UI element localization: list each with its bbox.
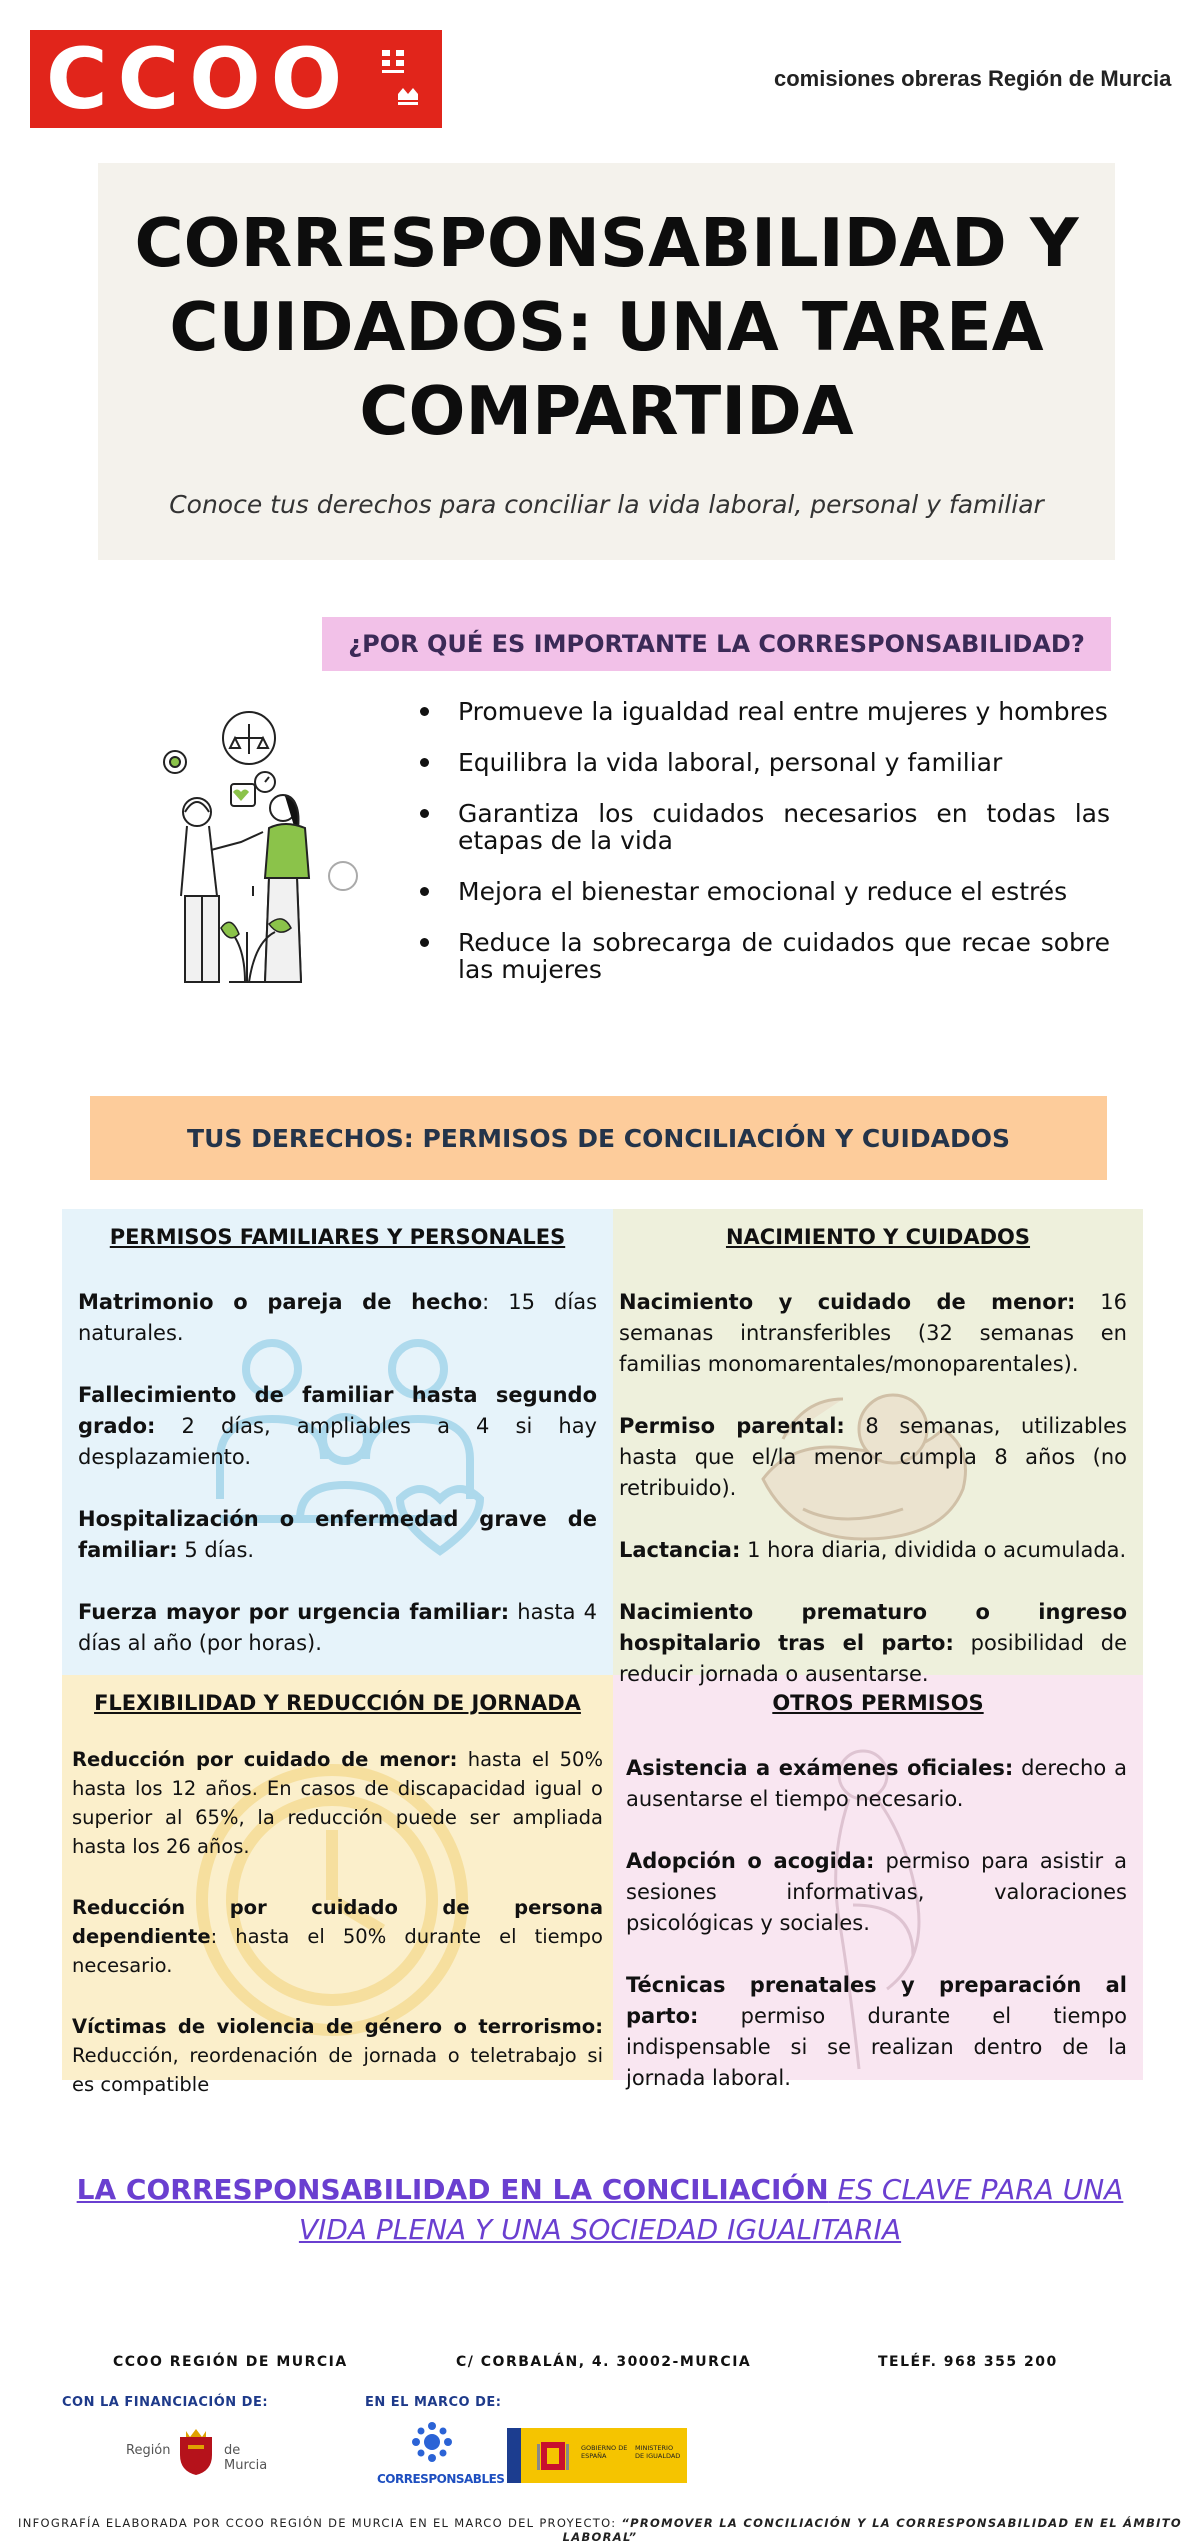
permit-label: Fallecimiento de familiar hasta segundo grado:: [78, 1383, 597, 1438]
permit-label: Nacimiento y cuidado de menor:: [619, 1290, 1076, 1314]
permit-item: [626, 1753, 1127, 1815]
permit-item: [619, 1535, 1127, 1566]
murcia-crown-emblem-icon: [378, 44, 428, 118]
quad-title: NACIMIENTO Y CUIDADOS: [725, 1225, 1031, 1249]
list-item: Mejora el bienestar emocional y reduce el estrés: [420, 878, 1110, 905]
title-block: [98, 163, 1115, 560]
framework-label: EN EL MARCO DE:: [365, 2395, 502, 2410]
permit-label: Reducción por cuidado de persona dependiente: [72, 1896, 603, 1948]
list-item: Garantiza los cuidados necesarios en todas las etapas de la vida: [420, 800, 1110, 854]
footer-phone: TELÉF. 968 355 200: [878, 2354, 1058, 2370]
permit-text: : hasta el 50% durante el tiempo necesario.: [72, 1925, 603, 1977]
permit-label: Asistencia a exámenes oficiales:: [626, 1756, 1014, 1780]
permit-item: [78, 1504, 597, 1566]
gov-logo-text: GOBIERNO DE ESPAÑA: [581, 2444, 628, 2460]
page-title: CORRESPONSABILIDAD Y CUIDADOS: UNA TAREA COMPARTIDA: [134, 204, 1079, 450]
quad-title: OTROS PERMISOS: [772, 1691, 984, 1715]
permit-item: [626, 1970, 1127, 2094]
region-murcia-logo: [126, 2425, 271, 2480]
why-heading: ¿POR QUÉ ES IMPORTANTE LA CORRESPONSABILIDAD?: [348, 630, 1085, 658]
spain-coat-of-arms-icon: [533, 2436, 573, 2476]
why-banner: [322, 617, 1111, 671]
corresponsables-logo: [377, 2420, 505, 2490]
credit-prefix: INFOGRAFÍA ELABORADA POR CCOO REGIÓN DE MURCIA EN EL MARCO DEL PROYECTO:: [18, 2516, 622, 2530]
permit-text: hasta 4 días al año (por horas).: [78, 1600, 597, 1655]
permit-label: Víctimas de violencia de género o terrorismo:: [72, 2015, 603, 2038]
permit-label: Nacimiento prematuro o ingreso hospitalario tras el parto:: [619, 1600, 1127, 1655]
permit-label: Adopción o acogida:: [626, 1849, 875, 1873]
permit-text: derecho a ausentarse el tiempo necesario.: [626, 1756, 1127, 1811]
permit-label: Hospitalización o enfermedad grave de familiar:: [78, 1507, 597, 1562]
permit-item: [72, 2012, 603, 2099]
corresponsables-logo-text: CORRESPONSABLES: [377, 2472, 505, 2486]
logo-text: CCOO: [46, 30, 353, 128]
permit-text: hasta el 50% hasta los 12 años. En casos de discapacidad igual o superior al 65%, la reducción puede ser ampliada hasta los 26 años.: [72, 1748, 603, 1858]
permit-text: : 15 días naturales.: [78, 1290, 598, 1345]
permit-item: [626, 1846, 1127, 1939]
closing-slogan: [40, 2170, 1160, 2250]
permit-label: Fuerza mayor por urgencia familiar:: [78, 1600, 510, 1624]
footer-org: CCOO REGIÓN DE MURCIA: [113, 2354, 348, 2370]
permisos-familiares-panel: [62, 1209, 613, 1675]
permit-item: [78, 1597, 597, 1659]
permit-label: Matrimonio o pareja de hecho: [78, 1290, 483, 1314]
quad-body: [613, 1753, 1143, 2094]
region-logo-text: de Murcia: [224, 2443, 268, 2473]
permit-text: 16 semanas intransferibles (32 semanas en familias monomarentales/monoparentales).: [619, 1290, 1127, 1376]
permit-item: [72, 1745, 603, 1861]
permit-text: 8 semanas, utilizables hasta que el/la menor cumpla 8 años (no retribuido).: [619, 1414, 1127, 1500]
quad-body: [62, 1287, 613, 1659]
permit-item: [619, 1411, 1127, 1504]
credit-project: “PROMOVER LA CONCILIACIÓN Y LA CORRESPONSABILIDAD EN EL ÁMBITO LABORAL”: [562, 2516, 1182, 2544]
footer-credit: [0, 2516, 1200, 2544]
quad-title: PERMISOS FAMILIARES Y PERSONALES: [109, 1225, 566, 1249]
list-item: Promueve la igualdad real entre mujeres y hombres: [420, 698, 1110, 725]
ministry-logo-text: MINISTERIO DE IGUALDAD: [635, 2444, 681, 2460]
permit-text: permiso para asistir a sesiones informativas, valoraciones psicológicas y sociales.: [626, 1849, 1128, 1935]
flexibilidad-jornada-panel: [62, 1675, 613, 2096]
permit-text: permiso durante el tiempo indispensable si se realizan dentro de la jornada laboral.: [626, 2004, 1127, 2090]
permit-text: posibilidad de reducir jornada o ausentarse.: [619, 1631, 1127, 1686]
permit-text: 1 hora diaria, dividida o acumulada.: [740, 1538, 1127, 1562]
quad-body: [613, 1287, 1143, 1690]
permit-label: Reducción por cuidado de menor:: [72, 1748, 458, 1771]
otros-permisos-panel: [613, 1675, 1143, 2090]
quad-title: FLEXIBILIDAD Y REDUCCIÓN DE JORNADA: [94, 1691, 581, 1715]
nacimiento-cuidados-panel: [613, 1209, 1143, 1686]
financing-label: CON LA FINANCIACIÓN DE:: [62, 2395, 269, 2410]
permit-label: Técnicas prenatales y preparación al parto:: [626, 1973, 1127, 2028]
permit-text: 5 días.: [177, 1538, 255, 1562]
rights-heading: TUS DERECHOS: PERMISOS DE CONCILIACIÓN Y CUIDADOS: [187, 1124, 1010, 1153]
permit-label: Permiso parental:: [619, 1414, 845, 1438]
slogan-strong: LA CORRESPONSABILIDAD EN LA CONCILIACIÓN: [76, 2173, 829, 2206]
footer-address: C/ CORBALÁN, 4. 30002-MURCIA: [456, 2354, 752, 2370]
permit-label: Lactancia:: [619, 1538, 741, 1562]
permit-text: Reducción, reordenación de jornada o teletrabajo si es compatible: [72, 2044, 603, 2096]
rights-banner: [90, 1096, 1107, 1180]
permit-item: [78, 1380, 597, 1473]
permit-item: [619, 1597, 1127, 1690]
why-list: [420, 698, 1110, 1007]
slogan-rest: ES CLAVE PARA UNA VIDA PLENA Y UNA SOCIEDAD IGUALITARIA: [298, 2173, 1124, 2246]
permit-item: [619, 1287, 1127, 1380]
page-subtitle: Conoce tus derechos para conciliar la vida laboral, personal y familiar: [169, 490, 1044, 519]
header-org-name: comisiones obreras Región de Murcia: [774, 66, 1172, 91]
permit-item: [72, 1893, 603, 1980]
list-item: Reduce la sobrecarga de cuidados que recae sobre las mujeres: [420, 929, 1110, 983]
region-logo-text: Región: [126, 2443, 171, 2458]
region-shield-icon: [174, 2427, 218, 2477]
gobierno-igualdad-logo: [507, 2428, 687, 2483]
eu-bar: [507, 2428, 521, 2483]
corresponsables-star-icon: [410, 2420, 454, 2464]
ccoo-logo: [30, 30, 442, 128]
list-item: Equilibra la vida laboral, personal y familiar: [420, 749, 1110, 776]
couple-sharing-illustration-icon: [145, 700, 385, 990]
quad-body: [62, 1745, 613, 2099]
permit-text: 2 días, ampliables a 4 si hay desplazamiento.: [78, 1414, 597, 1469]
permit-item: [78, 1287, 597, 1349]
